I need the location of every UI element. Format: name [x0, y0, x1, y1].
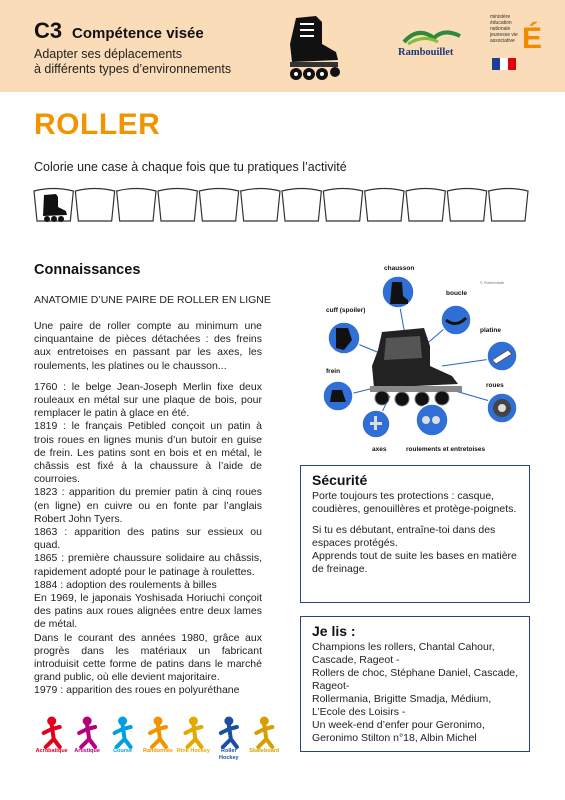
history-item: 1863 : apparition des patins sur essieux ou quad. — [34, 526, 262, 552]
anatomy-illustration — [312, 262, 540, 460]
securite-box — [300, 465, 530, 603]
discipline-figure-icon — [185, 717, 201, 747]
label-axes: axes — [372, 446, 387, 453]
roller-skate-icon — [278, 14, 342, 82]
lecture-item: Champions les rollers, Chantal Cahour, Cascade, Rageot - — [312, 641, 495, 666]
lectures-list — [312, 641, 520, 745]
securite-paragraph: Porte toujours tes protections : casque, coudières, genouillères et protège-poignets. — [312, 490, 517, 515]
tally-box[interactable] — [406, 189, 445, 222]
intro-paragraph: Une paire de roller compte au minimum une cinquantaine de pièces détachées : des freins aux entretoises en passant par les axes, les roulements, les platines ou le chausson... — [34, 320, 262, 372]
discipline-figure-icon — [221, 717, 237, 747]
discipline-figure-icon — [79, 717, 95, 747]
french-flag-icon — [492, 58, 516, 70]
label-cuff: cuff (spoiler) — [326, 307, 366, 314]
history-item: En 1969, le japonais Yoshisada Horiuchi conçoit des patins aux roues alignées entre deux lames de métal. — [34, 592, 262, 631]
lecture-item: Un week-end d’enfer pour Geronimo, Geronimo Stilton n°18, Albin Michel — [312, 719, 485, 744]
history-item: Dans le courant des années 1980, grâce aux progrès dans les matériaux un fabricant introduisit cette forme de patins dans le marché grand public, où elle devient majoritaire. — [34, 631, 262, 684]
securite-paragraph: Apprends tout de suite les bases en matière de freinage. — [312, 550, 517, 575]
lectures-box — [300, 616, 530, 752]
competence-code: C3 — [34, 18, 63, 43]
ministry-label: ministère éducation nationale jeunesse vie associative — [490, 14, 518, 44]
label-credit: © Rollerblade — [480, 280, 505, 285]
securite-text — [312, 490, 520, 576]
tally-box[interactable] — [199, 189, 238, 222]
lectures-title: Je lis : — [312, 623, 356, 639]
history-item: 1819 : le français Petibled conçoit un patin à trois roues en lignes munis d’un butoir en guise de frein. Les patins sont en bois et en métal, le châssis est fixé à la chaussure à l’aide de courroies. — [34, 420, 262, 486]
tally-box[interactable] — [241, 189, 280, 222]
discipline-label: Rink Hockey — [176, 748, 210, 754]
section-connaissances-title: Connaissances — [34, 262, 141, 278]
label-boucle: boucle — [446, 290, 467, 297]
tally-box[interactable] — [447, 189, 486, 222]
history-item: 1884 : adoption des roulements à billes — [34, 578, 217, 591]
connaissances-body — [34, 320, 262, 698]
rambouillet-label: Rambouillet — [398, 47, 454, 58]
discipline-figure-icon — [115, 717, 131, 747]
lecture-item: Rollers de choc, Stéphane Daniel, Cascade, Rageot- — [312, 667, 519, 692]
label-frein: frein — [326, 368, 341, 375]
history-item: 1865 : première chaussure solidaire au châssis, rapidement adopté pour le patinage à roulettes. — [34, 552, 262, 578]
tally-box[interactable] — [282, 189, 321, 222]
tally-box[interactable] — [365, 189, 404, 222]
history-item: 1979 : apparition des roues en polyuréthane — [34, 684, 240, 697]
rambouillet-logo — [398, 24, 470, 64]
competence-subtitle-line2: à différents types d’environnements — [34, 62, 232, 76]
competence-title: Compétence visée — [72, 25, 204, 42]
label-roues: roues — [486, 382, 504, 389]
discipline-figure-icon — [256, 717, 272, 747]
lecture-item: Rollermania, Brigitte Smadja, Médium, L’Ecole des Loisirs - — [312, 693, 492, 718]
instruction-text: Colorie une case à chaque fois que tu pratiques l’activité — [34, 160, 347, 174]
roller-anatomy-diagram — [312, 262, 540, 460]
tally-box[interactable] — [75, 189, 114, 222]
discipline-figures — [34, 713, 282, 773]
competence-subtitle — [34, 47, 264, 77]
tally-boxes — [33, 187, 529, 223]
history-list — [34, 381, 262, 698]
anatomy-title: ANATOMIE D’UNE PAIRE DE ROLLER EN LIGNE — [34, 294, 271, 306]
tally-box[interactable] — [489, 189, 528, 222]
discipline-label: Acrobatique — [35, 748, 68, 754]
discipline-figure-icon — [44, 717, 60, 747]
label-chausson: chausson — [384, 265, 415, 272]
tally-box[interactable] — [323, 189, 362, 222]
label-roulements: roulements et entretoises — [406, 446, 486, 453]
securite-paragraph: Si tu es débutant, entraîne-toi dans des espaces protégés. — [312, 524, 496, 549]
label-platine: platine — [480, 327, 501, 334]
page-title: ROLLER — [34, 108, 161, 141]
discipline-label: Course — [113, 748, 133, 754]
tally-box[interactable] — [117, 189, 156, 222]
history-item: 1760 : le belge Jean-Joseph Merlin fixe deux rouleaux en métal sur une plaque de bois, pour remplacer le patin à glace en été. — [34, 380, 262, 420]
discipline-figure-icon — [150, 717, 166, 747]
tally-box[interactable] — [158, 189, 197, 222]
discipline-label: Roller Hockey — [219, 748, 239, 761]
discipline-label: Randonnée — [143, 748, 173, 754]
discipline-label: Skateboard — [249, 748, 280, 754]
history-item: 1823 : apparition du premier patin à cinq roues (en ligne) en cuivre ou en fonte par l’anglais Robert John Tyers. — [34, 486, 262, 525]
competence-subtitle-line1: Adapter ses déplacements — [34, 47, 183, 61]
discipline-label: Artistique — [74, 748, 100, 754]
securite-title: Sécurité — [312, 472, 368, 488]
ministry-e-logo: É — [522, 22, 543, 55]
